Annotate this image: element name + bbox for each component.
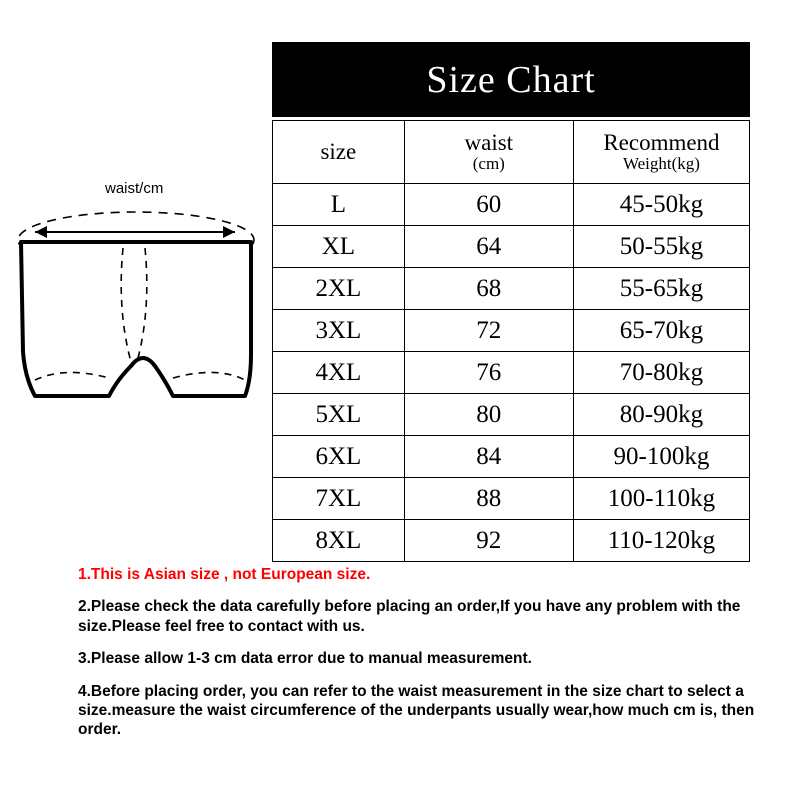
cell-size: XL	[273, 226, 405, 268]
note-item: 4.Before placing order, you can refer to the waist measurement in the size chart to select a size.measure the waist circumference of the underpants usually wear,how much cm is, then order.	[78, 682, 755, 739]
table-row	[273, 394, 750, 436]
table-row	[273, 436, 750, 478]
cell-waist: 92	[404, 520, 573, 562]
cell-size: 3XL	[273, 310, 405, 352]
table-row	[273, 478, 750, 520]
column-header-weight-unit: Weight(kg)	[622, 154, 700, 174]
cell-size: 8XL	[273, 520, 405, 562]
column-header-waist	[404, 121, 573, 184]
table-row	[273, 268, 750, 310]
cell-weight: 100-110kg	[573, 478, 749, 520]
table-header-row	[273, 121, 750, 184]
column-header-weight-label: Recommend	[603, 130, 720, 155]
table-row	[273, 226, 750, 268]
cell-waist: 60	[404, 184, 573, 226]
cell-size: 4XL	[273, 352, 405, 394]
cell-size: 5XL	[273, 394, 405, 436]
cell-waist: 72	[404, 310, 573, 352]
size-chart-title-banner	[272, 42, 750, 117]
column-header-size-label: size	[320, 138, 357, 164]
cell-weight: 55-65kg	[573, 268, 749, 310]
column-header-size	[273, 121, 405, 184]
page-title: Size Chart	[426, 58, 596, 101]
notes-section	[78, 565, 778, 753]
column-header-waist-unit: (cm)	[472, 154, 505, 174]
cell-waist: 80	[404, 394, 573, 436]
cell-weight: 90-100kg	[573, 436, 749, 478]
cell-weight: 65-70kg	[573, 310, 749, 352]
waist-measurement-label: waist/cm	[105, 180, 164, 197]
table-row	[273, 310, 750, 352]
cell-weight: 45-50kg	[573, 184, 749, 226]
boxer-briefs-diagram	[5, 180, 267, 440]
size-chart-table	[272, 120, 750, 562]
table-row	[273, 352, 750, 394]
cell-size: 7XL	[273, 478, 405, 520]
column-header-waist-label: waist	[464, 130, 514, 155]
column-header-weight	[573, 121, 749, 184]
note-item: 2.Please check the data carefully before placing an order,If you have any problem with the size.Please feel free to contact with us.	[78, 598, 741, 635]
cell-weight: 80-90kg	[573, 394, 749, 436]
table-row	[273, 520, 750, 562]
cell-waist: 64	[404, 226, 573, 268]
cell-size: 2XL	[273, 268, 405, 310]
cell-waist: 76	[404, 352, 573, 394]
cell-waist: 68	[404, 268, 573, 310]
table-row	[273, 184, 750, 226]
cell-waist: 88	[404, 478, 573, 520]
cell-size: 6XL	[273, 436, 405, 478]
cell-weight: 70-80kg	[573, 352, 749, 394]
cell-weight: 50-55kg	[573, 226, 749, 268]
note-item: 1.This is Asian size , not European size.	[78, 566, 371, 583]
cell-waist: 84	[404, 436, 573, 478]
note-item: 3.Please allow 1-3 cm data error due to manual measurement.	[78, 650, 532, 668]
cell-size: L	[273, 184, 405, 226]
underwear-illustration-svg	[5, 180, 267, 440]
cell-weight: 110-120kg	[573, 520, 749, 562]
